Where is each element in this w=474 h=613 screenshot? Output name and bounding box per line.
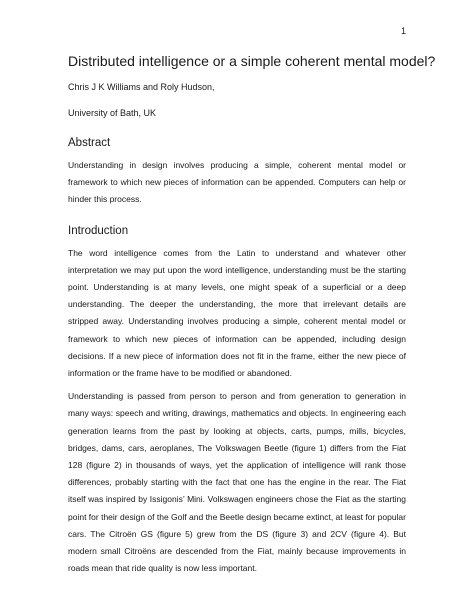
abstract-text: Understanding in design involves producing a simple, coherent mental model or framework to which new pieces of information can be appended. Computers can help or hinder this process.: [68, 160, 406, 205]
page-number: 1: [400, 26, 406, 36]
introduction-paragraph-2: Understanding is passed from person to person and from generation to generation in many ways: speech and writing, drawings, mathematics and objects. In engineering each generation learns from the past by looking at objects, carts, pumps, mills, bicycles, bridges, dams, cars, aeroplanes, The Volkswagen Beetle (figure 1) differs from the Fiat 128 (figure 2) in thousands of ways, yet the application of intelligence will rank those differences, probably starting with the fact that one has the engine in the rear. The Fiat itself was inspired by Issigonis’ Mini. Volkswagen engineers chose the Fiat as the starting point for their design of the Golf and the Beetle design became extinct, at least for popular cars. The Citroën GS (figure 5) grew from the DS (figure 3) and 2CV (figure 4). But modern small Citroëns are descended from the Fiat, mainly because improvements in roads mean that ride quality is now less important.: [68, 391, 406, 574]
paper-affiliation: University of Bath, UK: [68, 108, 157, 118]
abstract-heading: Abstract: [68, 137, 111, 149]
paper-title: Distributed intelligence or a simple coherent mental model?: [68, 53, 436, 69]
paper-authors: Chris J K Williams and Roly Hudson,: [68, 82, 215, 92]
introduction-paragraph-1: The word intelligence comes from the Latin to understand and whatever other interpretation we may put upon the word intelligence, understanding must be the starting point. Understanding is at many levels, one might speak of a superficial or a deep understanding. The deeper the understanding, the more that irrelevant details are stripped away. Understanding involves producing a simple, coherent mental model or framework to which new pieces of information can be appended, including design decisions. If a new piece of information does not fit in the frame, either the new piece of information or the frame have to be modified or abandoned.: [68, 247, 406, 379]
introduction-heading: Introduction: [68, 224, 129, 237]
page-content: [68, 52, 436, 577]
